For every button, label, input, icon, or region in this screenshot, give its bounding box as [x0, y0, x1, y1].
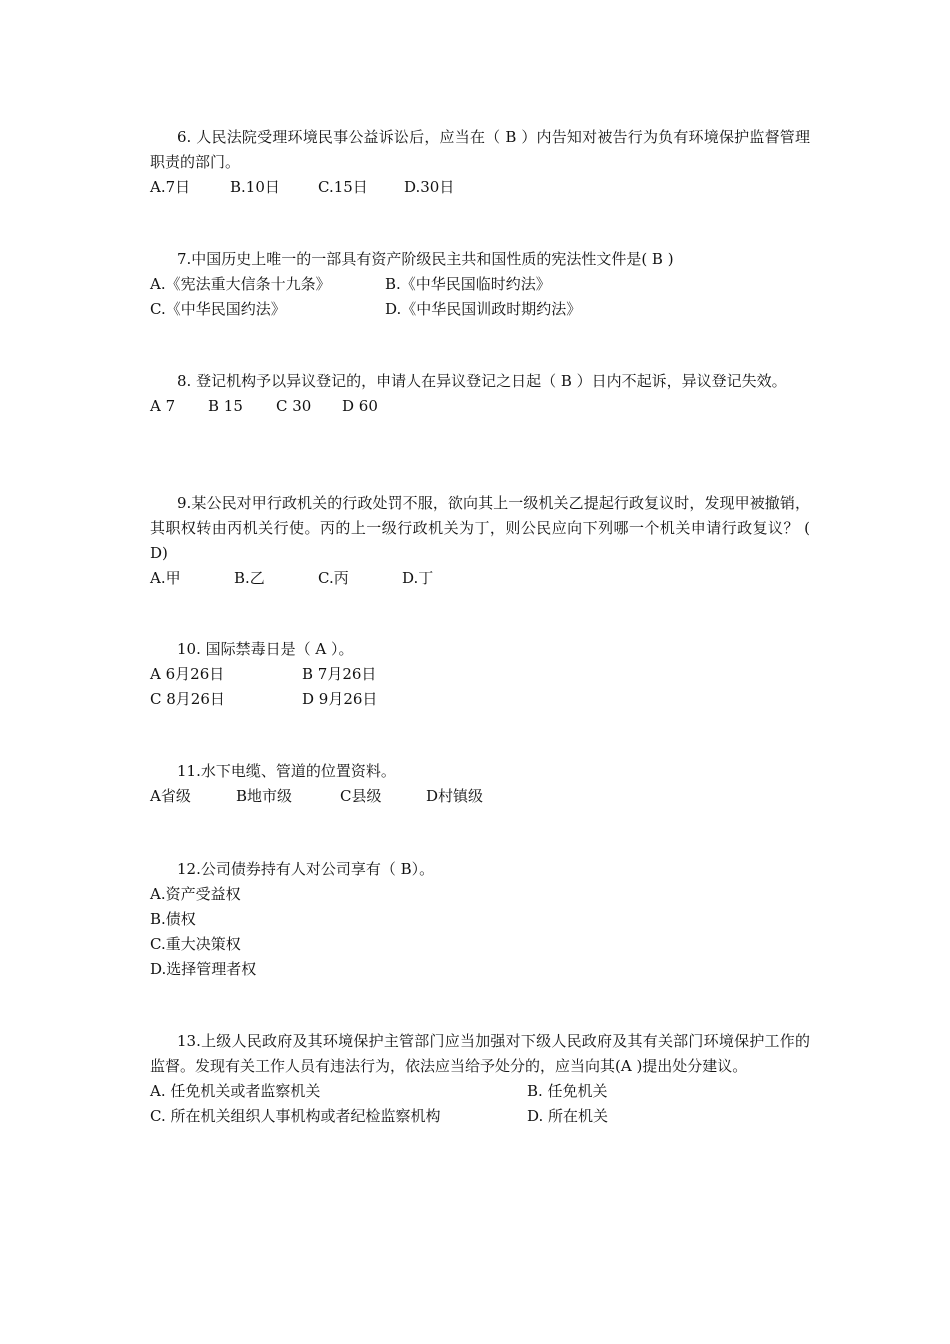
option-a: A 6月26日 — [150, 665, 225, 683]
option-c: C.15日 — [318, 178, 368, 196]
question-9 — [150, 491, 810, 591]
option-a: A.7日 — [150, 178, 191, 196]
question-12 — [150, 857, 810, 982]
options-row — [150, 784, 810, 809]
options-row — [150, 566, 810, 591]
option-a: A.甲 — [150, 569, 181, 587]
option-b: B.《中华民国临时约法》 — [385, 275, 551, 293]
question-stem: 6. 人民法院受理环境民事公益诉讼后，应当在（ B ）内告知对被告行为负有环境保护监督管理职责的部门。 — [150, 128, 810, 171]
options-row — [150, 1104, 810, 1129]
option-a: A省级 — [150, 787, 191, 805]
question-stem: 8. 登记机构予以异议登记的，申请人在异议登记之日起（ B ）日内不起诉，异议登记失效。 — [177, 372, 787, 390]
option-d: D 9月26日 — [302, 690, 378, 708]
question-7 — [150, 247, 810, 322]
options-row — [150, 272, 810, 297]
question-10 — [150, 637, 810, 712]
option-c: C 30 — [276, 397, 312, 415]
question-stem: 13.上级人民政府及其环境保护主管部门应当加强对下级人民政府及其有关部门环境保护工作的监督。发现有关工作人员有违法行为，依法应当给予处分的，应当向其(A )提出处分建议。 — [150, 1032, 810, 1075]
option-c: C. 所在机关组织人事机构或者纪检监察机构 — [150, 1107, 441, 1125]
options-row — [150, 1079, 810, 1104]
option-b: B. 任免机关 — [527, 1082, 608, 1100]
option-c: C 8月26日 — [150, 690, 225, 708]
question-13 — [150, 1029, 810, 1129]
option-a: A.资产受益权 — [150, 885, 241, 903]
question-stem: 10. 国际禁毒日是（ A ）。 — [177, 640, 354, 658]
options-row — [150, 394, 810, 419]
option-b: B 15 — [208, 397, 243, 415]
option-b: B.债权 — [150, 910, 196, 928]
option-b: B.乙 — [234, 569, 265, 587]
option-d: D.丁 — [402, 569, 434, 587]
question-stem: 9.某公民对甲行政机关的行政处罚不服，欲向其上一级机关乙提起行政复议时，发现甲被撤销，其职权转由丙机关行使。丙的上一级行政机关为丁，则公民应向下列哪一个机关申请行政复议？ ( D) — [150, 494, 810, 562]
option-d: D村镇级 — [426, 787, 484, 805]
question-6 — [150, 125, 810, 200]
option-b: B 7月26日 — [302, 665, 377, 683]
option-c: C.《中华民国约法》 — [150, 300, 286, 318]
option-c: C.重大决策权 — [150, 935, 241, 953]
option-c: C县级 — [340, 787, 382, 805]
options-row — [150, 662, 810, 687]
options-row — [150, 687, 810, 712]
option-d: D 60 — [342, 397, 378, 415]
question-stem: 7.中国历史上唯一的一部具有资产阶级民主共和国性质的宪法性文件是( B ) — [177, 250, 674, 268]
question-8 — [150, 369, 810, 419]
question-stem: 11.水下电缆、管道的位置资料。 — [177, 762, 396, 780]
question-stem: 12.公司债券持有人对公司享有（ B）。 — [177, 860, 435, 878]
option-d: D. 所在机关 — [527, 1107, 609, 1125]
option-a: A.《宪法重大信条十九条》 — [150, 275, 331, 293]
option-c: C.丙 — [318, 569, 349, 587]
option-d: D.选择管理者权 — [150, 960, 257, 978]
options-row — [150, 297, 810, 322]
options-row — [150, 175, 810, 200]
option-a: A 7 — [150, 397, 176, 415]
question-11 — [150, 759, 810, 809]
option-b: B地市级 — [236, 787, 293, 805]
option-a: A. 任免机关或者监察机关 — [150, 1082, 321, 1100]
options-list — [150, 882, 810, 982]
option-d: D.《中华民国训政时期约法》 — [385, 300, 582, 318]
option-d: D.30日 — [404, 178, 455, 196]
option-b: B.10日 — [230, 178, 280, 196]
